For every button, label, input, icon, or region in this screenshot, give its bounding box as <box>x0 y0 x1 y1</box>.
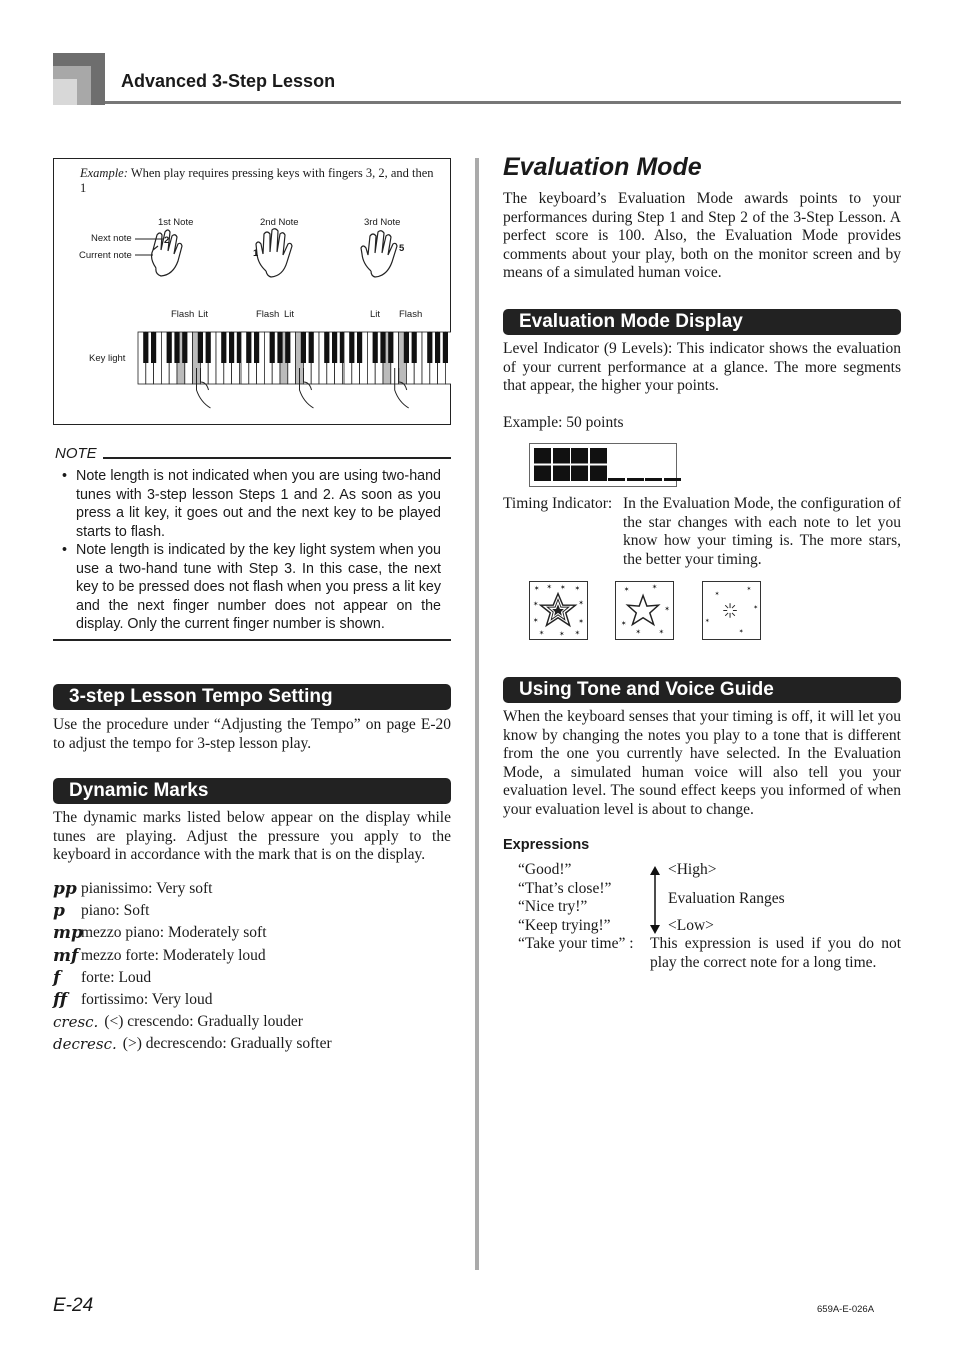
black-key <box>143 332 148 363</box>
tempo-section-heading: 3-step Lesson Tempo Setting <box>53 684 451 710</box>
level-indicator-paragraph: Level Indicator (9 Levels): This indicator shows the evaluation of your current performance at a glance. The more segments that appear, the higher your points. <box>503 340 901 394</box>
svg-text:✶: ✶ <box>651 582 658 591</box>
finger-number-2: 1 <box>253 248 259 259</box>
dynamic-symbol: f <box>53 967 61 988</box>
black-key <box>174 332 179 363</box>
svg-text:✶: ✶ <box>538 629 545 638</box>
figure-caption-text: When play requires pressing keys with fingers 3, 2, and then 1 <box>80 166 434 195</box>
black-key <box>443 332 448 363</box>
level-segment-empty <box>608 478 625 481</box>
dynamic-symbol: ff <box>53 990 68 1011</box>
level-indicator-display <box>529 443 677 487</box>
level-segment-filled <box>590 448 607 481</box>
finger-number-3: 5 <box>399 243 405 254</box>
black-key <box>254 332 259 363</box>
black-key <box>357 332 362 363</box>
evaluation-mode-paragraph: The keyboard’s Evaluation Mode awards points to your performances during Step 1 and Step 2 of the 3-Step Lesson. A perfect score is 100. Also, the Evaluation Mode provides comments about your play, both on the monitor screen and by means of a simulated human voice. <box>503 190 901 281</box>
note-item: • Note length is not indicated when you are using two-hand tunes with 3-step lesson Steps 1 and 2. As soon as you press a lit key, it goes out and the next key to be played starts to flash. <box>60 467 441 541</box>
level-example-label: Example: 50 points <box>503 414 624 431</box>
expression-item: “Keep trying!” <box>518 917 611 934</box>
expressions-title: Expressions <box>503 837 590 853</box>
dynamic-description: forte: Loud <box>81 968 152 986</box>
note-list <box>60 467 441 634</box>
black-key <box>246 332 251 363</box>
key-light-keyboards <box>138 332 451 408</box>
fingering-diagram-drawing <box>53 158 451 425</box>
svg-text:✶: ✶ <box>578 617 584 626</box>
black-key <box>412 332 417 363</box>
light-label-3a: Lit <box>370 309 381 320</box>
evaluation-range-arrow-icon <box>648 866 662 934</box>
svg-text:✶: ✶ <box>558 630 565 639</box>
dynamic-symbol: p <box>53 901 65 922</box>
black-key <box>324 332 329 363</box>
next-note-label: Next note <box>91 233 132 244</box>
svg-text:✶: ✶ <box>738 629 744 636</box>
svg-text:✶: ✶ <box>532 600 539 609</box>
light-label-1b: Lit <box>198 309 209 320</box>
black-key <box>435 332 440 363</box>
note-title: NOTE <box>55 445 97 462</box>
svg-text:✶: ✶ <box>753 605 759 612</box>
light-label-2a: Flash <box>256 309 280 320</box>
dynamic-mark-row <box>53 945 451 967</box>
voice-guide-paragraph: When the keyboard senses that your timing is off, it will let you know by changing the notes you play to a tone that is different from the one you currently have selected. In the Evaluation Mode, a simulated human voice will also tell you your evaluation level. The sound effect keeps you informed of when your evaluation level is about to change. <box>503 708 901 818</box>
document-code: 659A-E-026A <box>817 1304 875 1315</box>
timing-indicator-paragraph: In the Evaluation Mode, the configuration of the star changes with each note to let you know how your timing is. The more stars, the better your timing. <box>623 495 901 568</box>
dynamic-description: mezzo piano: Moderately soft <box>81 924 267 942</box>
dynamic-mark-row <box>53 900 451 922</box>
range-low-label: <Low> <box>668 917 714 934</box>
dynamic-description: mezzo forte: Moderately loud <box>81 946 266 964</box>
svg-text:✶: ✶ <box>623 585 630 594</box>
evaluation-mode-title: Evaluation Mode <box>503 153 702 181</box>
black-key <box>380 332 385 363</box>
level-segment-empty <box>627 478 644 481</box>
black-key <box>388 332 393 363</box>
svg-text:✶: ✶ <box>635 628 641 637</box>
note-label-2: 2nd Note <box>260 217 299 228</box>
svg-text:✶: ✶ <box>574 584 581 593</box>
hand-icon <box>256 229 292 277</box>
black-key <box>151 332 156 363</box>
dynamic-mark-row <box>53 967 451 989</box>
hand-icon <box>152 230 182 276</box>
svg-text:✶: ✶ <box>578 599 584 608</box>
dynamic-symbol: mf <box>53 945 79 966</box>
light-label-2b: Lit <box>284 309 295 320</box>
level-segment-filled <box>534 448 551 481</box>
star-indicator-many-icon <box>529 581 588 640</box>
svg-text:✶: ✶ <box>532 616 539 625</box>
decresc-word: decresc. <box>53 1035 117 1054</box>
light-label-3b: Flash <box>399 309 423 320</box>
svg-text:✶: ✶ <box>574 629 581 638</box>
dynamic-marks-paragraph: The dynamic marks listed below appear on the display while tunes are playing. Adjust the pressure you apply to the keyboard in accordance with the mark that is on the display. <box>53 809 451 863</box>
column-divider <box>475 158 479 1270</box>
black-key <box>270 332 275 363</box>
star-indicator-some-icon <box>615 581 674 640</box>
svg-text:✶: ✶ <box>704 618 710 625</box>
dynamic-mark-row <box>53 878 451 900</box>
dynamic-description: fortissimo: Very loud <box>81 991 213 1009</box>
black-key <box>404 332 409 363</box>
black-key <box>198 332 203 363</box>
dynamic-symbol: pp <box>53 879 77 900</box>
decresc-description: (>) decrescendo: Gradually softer <box>122 1035 332 1053</box>
dynamic-mark-row <box>53 922 451 944</box>
black-key <box>285 332 290 363</box>
black-key <box>182 332 187 363</box>
svg-text:✶: ✶ <box>533 584 540 593</box>
dynamic-marks-heading: Dynamic Marks <box>53 778 451 804</box>
svg-text:✶: ✶ <box>714 591 720 598</box>
black-key <box>277 332 282 363</box>
dynamic-symbol: mp <box>53 923 83 944</box>
decresc-row <box>53 1033 451 1055</box>
take-your-time-description: This expression is used if you do not play the correct note for a long time. <box>650 935 901 971</box>
figure-caption-lead: Example: <box>80 166 128 180</box>
range-label: Evaluation Ranges <box>668 890 785 907</box>
header-block-icon <box>53 53 105 105</box>
dynamic-mark-row <box>53 989 451 1011</box>
svg-text:✶: ✶ <box>546 582 553 591</box>
level-segment-empty <box>664 478 681 481</box>
key-light-label: Key light <box>89 353 126 364</box>
level-segment-filled <box>571 448 588 481</box>
svg-text:✶: ✶ <box>746 586 752 593</box>
note-label-3: 3rd Note <box>364 217 401 228</box>
black-key <box>221 332 226 363</box>
level-segment-filled <box>553 448 570 481</box>
note-rule-bottom <box>53 639 451 641</box>
expression-item: “Good!” <box>518 861 572 878</box>
cresc-description: (<) crescendo: Gradually louder <box>104 1013 303 1031</box>
page-number: E-24 <box>53 1295 94 1316</box>
black-key <box>309 332 314 363</box>
range-high-label: <High> <box>668 861 717 878</box>
svg-text:✶: ✶ <box>664 604 670 613</box>
svg-text:✶: ✶ <box>620 619 627 628</box>
expression-item: “That’s close!” <box>518 880 612 897</box>
timing-indicator-label: Timing Indicator: <box>503 495 613 512</box>
note-item: • Note length is indicated by the key light system when you use a two-hand tune with Step 3. In this case, the next key to be pressed does not flash when you press a lit key and the next finger number does not appear on the display. Only the current finger number is shown. <box>60 541 441 634</box>
header-rule <box>105 101 901 104</box>
dynamic-marks-list <box>53 878 451 1056</box>
svg-text:✶: ✶ <box>559 583 566 592</box>
star-indicator-few-icon <box>702 581 761 640</box>
note-rule-top <box>103 457 451 459</box>
expression-item: “Nice try!” <box>518 898 588 915</box>
finger-number-1: 2 <box>164 235 170 246</box>
black-key <box>206 332 211 363</box>
level-segment-empty <box>645 478 662 481</box>
black-key <box>373 332 378 363</box>
voice-guide-heading: Using Tone and Voice Guide <box>503 677 901 703</box>
black-key <box>332 332 337 363</box>
current-note-label: Current note <box>79 250 132 261</box>
black-key <box>229 332 234 363</box>
light-label-1a: Flash <box>171 309 195 320</box>
tempo-paragraph: Use the procedure under “Adjusting the Tempo” on page E-20 to adjust the tempo for 3-step lesson play. <box>53 716 451 752</box>
dynamic-description: piano: Soft <box>81 902 150 920</box>
expression-item: “Take your time” : <box>518 935 634 952</box>
black-key <box>167 332 172 363</box>
hand-icon <box>361 231 397 277</box>
evaluation-display-heading: Evaluation Mode Display <box>503 309 901 335</box>
section-header-title: Advanced 3-Step Lesson <box>121 71 336 91</box>
cresc-row <box>53 1011 451 1033</box>
black-key <box>301 332 306 363</box>
black-key <box>349 332 354 363</box>
svg-text:✶: ✶ <box>658 628 665 637</box>
dynamic-description: pianissimo: Very soft <box>81 880 213 898</box>
note-label-1: 1st Note <box>158 217 194 228</box>
cresc-word: cresc. <box>53 1013 99 1032</box>
black-key <box>427 332 432 363</box>
